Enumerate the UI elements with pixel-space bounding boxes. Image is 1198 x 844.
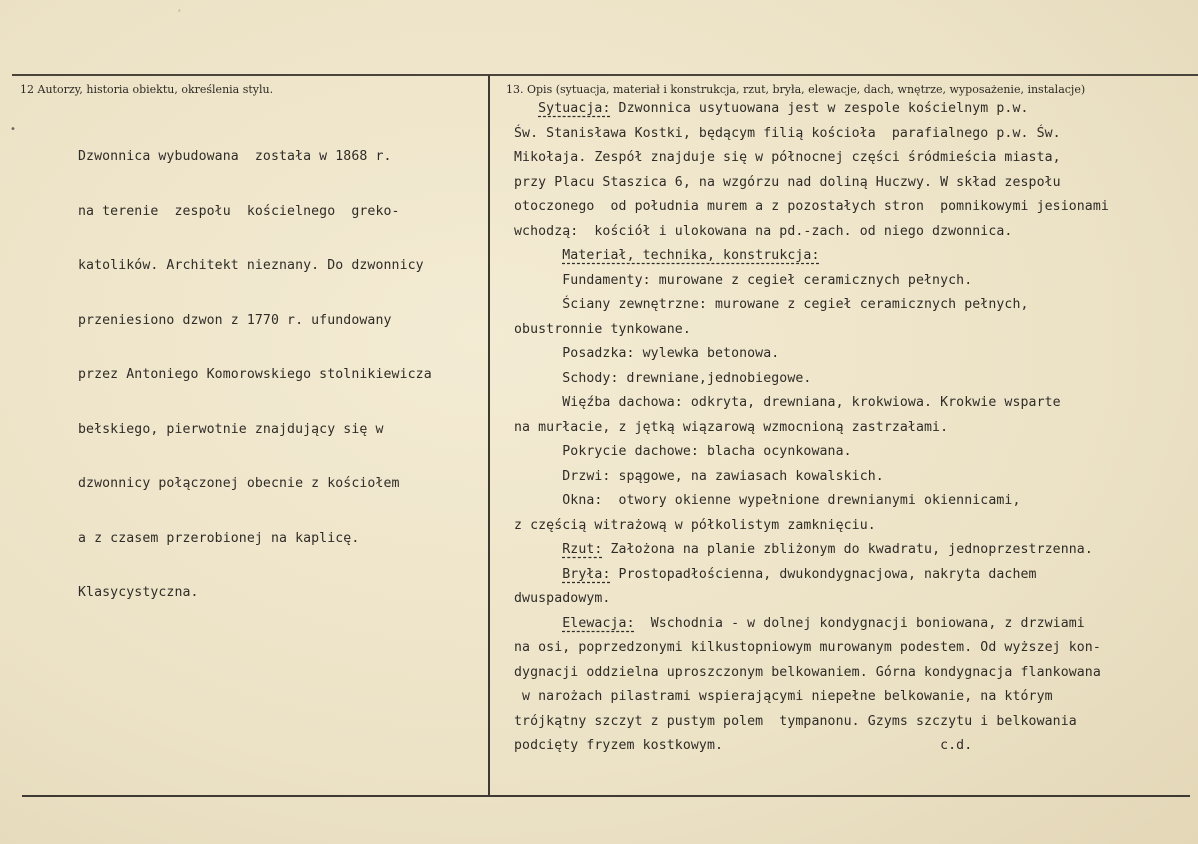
description-line	[514, 122, 1109, 147]
indent	[514, 101, 538, 116]
section-label: Bryła:	[562, 566, 611, 582]
indent	[514, 542, 562, 557]
column-divider	[488, 75, 490, 797]
history-line: przeniesiono dzwon z 1770 r. ufundowany	[78, 312, 392, 328]
description-line	[514, 146, 1109, 171]
description-text-run: Wschodnia - w dolnej kondygnacji boniowana, z drzwiami	[634, 615, 1085, 631]
description-text-run: dwuspadowym.	[514, 591, 611, 606]
description-text-run: dygnacji oddzielna uproszczonym belkowaniem. Górna kondygnacja flankowana	[514, 664, 1101, 680]
description-line	[514, 440, 1109, 465]
description-text	[514, 97, 1109, 759]
description-line	[514, 342, 1109, 367]
section-label: Elewacja:	[562, 615, 635, 631]
description-text-run: Posadzka: wylewka betonowa.	[514, 346, 780, 361]
history-line: a z czasem przerobionej na kaplicę.	[78, 530, 360, 546]
description-text-run: Św. Stanisława Kostki, będącym filią kościoła parafialnego p.w. Św.	[514, 125, 1061, 141]
description-text-run: Drzwi: spągowe, na zawiasach kowalskich.	[514, 468, 884, 484]
description-text-run: w narożach pilastrami wspierającymi niepełne belkowanie, na którym	[514, 689, 1053, 704]
indent	[514, 567, 562, 582]
description-line	[514, 416, 1109, 441]
description-text-run: Schody: drewniane,jednobiegowe.	[514, 370, 812, 386]
history-line: bełskiego, pierwotnie znajdujący się w	[78, 421, 384, 437]
paper-mark: ٴ	[178, 10, 181, 21]
history-line: na terenie zespołu kościelnego greko-	[78, 203, 400, 219]
description-line	[514, 269, 1109, 294]
section-label: Sytuacja:	[538, 101, 611, 116]
description-text-run: na osi, poprzedzonymi kilkustopniowym murowanym podestem. Od wyższej kon-	[514, 640, 1101, 655]
description-line	[514, 563, 1109, 588]
description-text-run: obustronnie tynkowane.	[514, 321, 691, 337]
description-text-run: Okna: otwory okienne wypełnione drewnianymi okiennicami,	[514, 493, 1021, 508]
description-text-run: z częścią witrażową w półkolistym zamknięciu.	[514, 517, 876, 533]
description-line	[514, 318, 1109, 343]
history-text	[78, 115, 432, 636]
history-line: Klasycystyczna.	[78, 585, 199, 600]
section-13-heading: 13. Opis (sytuacja, materiał i konstrukcja, rzut, bryła, elewacje, dach, wnętrze, wyposażenie, instalacje)	[506, 83, 1086, 96]
description-line	[514, 538, 1109, 563]
indent	[514, 616, 562, 631]
description-line	[514, 97, 1109, 122]
description-text-run: Dzwonnica usytuowana jest w zespole kościelnym p.w.	[610, 101, 1029, 116]
description-text-run: Założona na planie zbliżonym do kwadratu, jednoprzestrzenna.	[602, 542, 1093, 557]
description-text-run: przy Placu Staszica 6, na wzgórzu nad doliną Huczwy. W skład zespołu	[514, 174, 1061, 190]
top-rule	[12, 74, 1198, 76]
description-line	[514, 171, 1109, 196]
description-line	[514, 293, 1109, 318]
description-text-run: Fundamenty: murowane z cegieł ceramicznych pełnych.	[514, 272, 973, 288]
description-text-run: na murłacie, z jętką wiązarową wzmocnioną zastrzałami.	[514, 419, 949, 435]
description-line	[514, 685, 1109, 710]
history-line: Dzwonnica wybudowana została w 1868 r.	[78, 149, 392, 164]
history-line: przez Antoniego Komorowskiego stolnikiewicza	[78, 367, 432, 382]
description-text-run: Ściany zewnętrzne: murowane z cegieł ceramicznych pełnych,	[514, 297, 1029, 312]
description-text-run: Mikołaja. Zespół znajduje się w północnej części śródmieścia miasta,	[514, 150, 1061, 165]
history-line: dzwonnicy połączonej obecnie z kościołem	[78, 476, 400, 491]
description-line	[514, 587, 1109, 612]
description-text-run: otoczonego od południa murem a z pozostałych stron pomnikowymi jesionami	[514, 199, 1109, 214]
description-line	[514, 220, 1109, 245]
description-line	[514, 612, 1109, 637]
description-line	[514, 489, 1109, 514]
description-line	[514, 734, 1109, 759]
description-line	[514, 465, 1109, 490]
description-line	[514, 391, 1109, 416]
description-text-run: Prostopadłościenna, dwukondygnacjowa, nakryta dachem	[610, 566, 1037, 582]
description-text-run: podcięty fryzem kostkowym. c.d.	[514, 738, 973, 753]
margin-dot: •	[10, 124, 16, 135]
description-line	[514, 367, 1109, 392]
description-line	[514, 244, 1109, 269]
indent	[514, 248, 562, 263]
description-text-run: Pokrycie dachowe: blacha ocynkowana.	[514, 444, 852, 459]
description-line	[514, 661, 1109, 686]
description-text-run: Więźba dachowa: odkryta, drewniana, krokwiowa. Krokwie wsparte	[514, 395, 1061, 410]
description-text-run: wchodzą: kościół i ulokowana na pd.-zach. od niego dzwonnica.	[514, 223, 1013, 239]
description-line	[514, 514, 1109, 539]
description-line	[514, 636, 1109, 661]
bottom-rule	[22, 795, 1190, 797]
section-label: Materiał, technika, konstrukcja:	[562, 248, 820, 263]
description-line	[514, 710, 1109, 735]
history-line: katolików. Architekt nieznany. Do dzwonnicy	[78, 258, 424, 273]
section-12-heading: 12 Autorzy, historia obiektu, określenia stylu.	[20, 83, 274, 96]
description-line	[514, 195, 1109, 220]
description-text-run: trójkątny szczyt z pustym polem tympanonu. Gzyms szczytu i belkowania	[514, 713, 1077, 729]
section-label: Rzut:	[562, 542, 603, 557]
